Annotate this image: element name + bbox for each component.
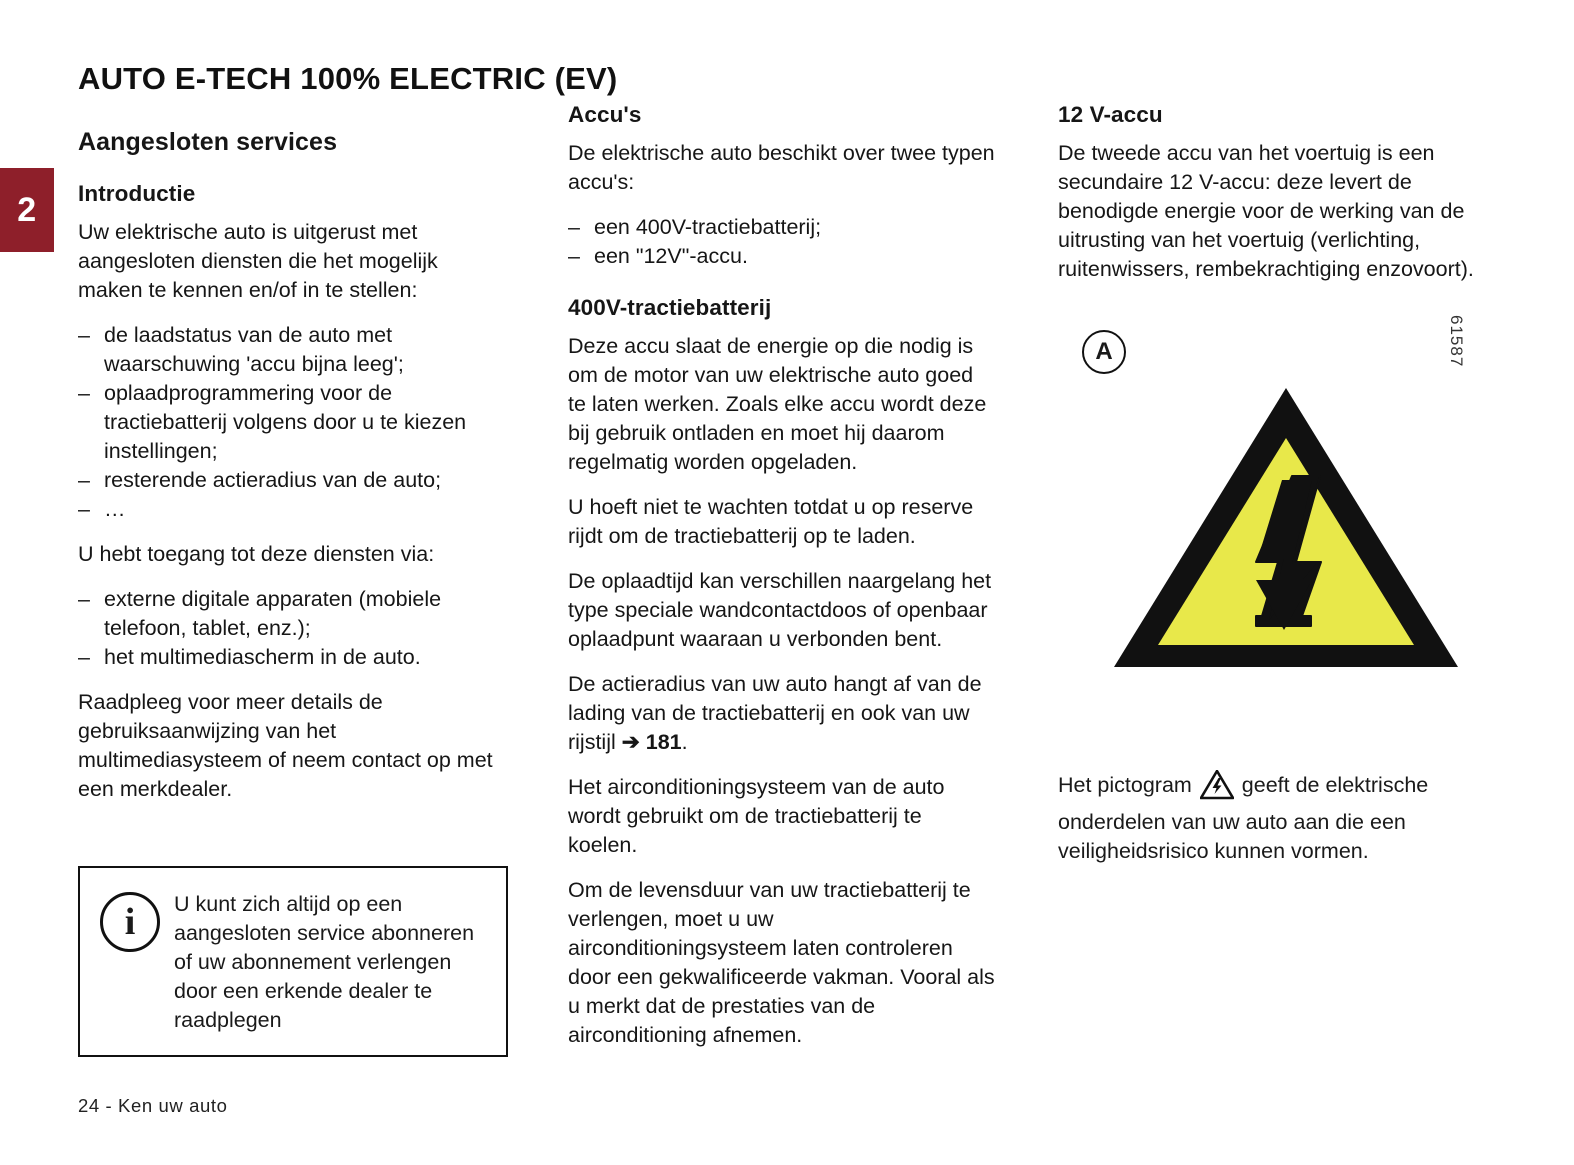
list-item: – externe digitale apparaten (mobiele telefoon, tablet, enz.); — [78, 585, 503, 643]
access-methods-list — [78, 585, 503, 672]
12v-paragraph: De tweede accu van het voertuig is een secundaire 12 V-accu: deze levert de benodigde energie voor de werking van de uitrusting van het voertuig (verlichting, ruitenwissers, rembekrachtiging enzovoort). — [1058, 141, 1474, 281]
range-text-after: . — [681, 730, 688, 754]
list-item: – een 400V-tractiebatterij; — [568, 213, 996, 242]
intro-paragraph: Uw elektrische auto is uitgerust met aangesloten diensten die het mogelijk maken te kennen en/of in te stellen: — [78, 220, 438, 302]
access-paragraph: U hebt toegang tot deze diensten via: — [78, 542, 435, 566]
battery-types-list — [568, 213, 996, 271]
electrical-hazard-inline-icon — [1200, 770, 1234, 808]
traction-paragraph-6: Om de levensduur van uw tractiebatterij te verlengen, moet u uw airconditioningsysteem laten controleren door een gekwalificeerde vakman. Vooral als u merkt dat de prestaties van de airconditioning afnemen. — [568, 878, 995, 1047]
traction-paragraph-1: Deze accu slaat de energie op die nodig is om de motor van uw elektrische auto goed te laten werken. Zoals elke accu wordt deze bij gebruik ontladen en moet hij daarom regelmatig worden opgeladen. — [568, 334, 987, 474]
range-text-before: De actieradius van uw auto hangt af van de lading van de tractiebatterij en ook van uw rijstijl — [568, 672, 982, 754]
list-item: – de laadstatus van de auto met waarschuwing 'accu bijna leeg'; — [78, 321, 503, 379]
services-list — [78, 321, 503, 524]
batteries-intro: De elektrische auto beschikt over twee typen accu's: — [568, 141, 995, 194]
traction-paragraph-4 — [568, 670, 996, 757]
pictogram-text-after: geeft de elektrische onderdelen van uw auto aan die een veiligheidsrisico kunnen vormen. — [1058, 773, 1429, 863]
column-right — [1058, 100, 1476, 300]
heading-12v-battery: 12 V-accu — [1058, 102, 1163, 127]
list-item: – … — [78, 495, 503, 524]
section-heading-connected-services: Aangesloten services — [78, 128, 338, 156]
list-item: – een "12V"-accu. — [568, 242, 996, 271]
pictogram-text-before: Het pictogram — [1058, 773, 1198, 797]
chapter-number-tab: 2 — [0, 168, 54, 252]
info-callout-box — [78, 866, 508, 1057]
info-callout-text: U kunt zich altijd op een aangesloten service abonneren of uw abonnement verlengen door een erkende dealer te raadplegen — [174, 892, 475, 1032]
traction-paragraph-2: U hoeft niet te wachten totdat u op reserve rijdt om de tractiebatterij op te laden. — [568, 495, 974, 548]
heading-batteries: Accu's — [568, 102, 642, 127]
figure-callout-a: A — [1082, 330, 1126, 374]
traction-paragraph-5: Het airconditioningsysteem van de auto wordt gebruikt om de tractiebatterij te koelen. — [568, 775, 945, 857]
list-item: – het multimediascherm in de auto. — [78, 643, 503, 672]
column-left — [78, 100, 503, 820]
electrical-hazard-warning-icon — [1106, 380, 1466, 675]
pictogram-explanation — [1058, 770, 1478, 866]
column-middle — [568, 100, 996, 1066]
info-icon: i — [100, 892, 160, 952]
closing-paragraph: Raadpleeg voor meer details de gebruiksaanwijzing van het multimediasysteem of neem contact op met een merkdealer. — [78, 690, 493, 801]
heading-traction-battery: 400V-tractiebatterij — [568, 295, 772, 320]
traction-paragraph-3: De oplaadtijd kan verschillen naargelang het type speciale wandcontactdoos of openbaar oplaadpunt waaraan u verbonden bent. — [568, 569, 992, 651]
list-item: – resterende actieradius van de auto; — [78, 466, 503, 495]
sub-heading-introduction: Introductie — [78, 181, 196, 206]
figure-code: 61587 — [1447, 315, 1466, 368]
page-title: AUTO E-TECH 100% ELECTRIC (EV) — [78, 60, 618, 96]
list-item: – oplaadprogrammering voor de tractiebatterij volgens door u te kiezen instellingen; — [78, 379, 503, 466]
page-reference-link[interactable]: ➔ 181 — [621, 730, 682, 754]
page-footer: 24 - Ken uw auto — [78, 1095, 228, 1116]
